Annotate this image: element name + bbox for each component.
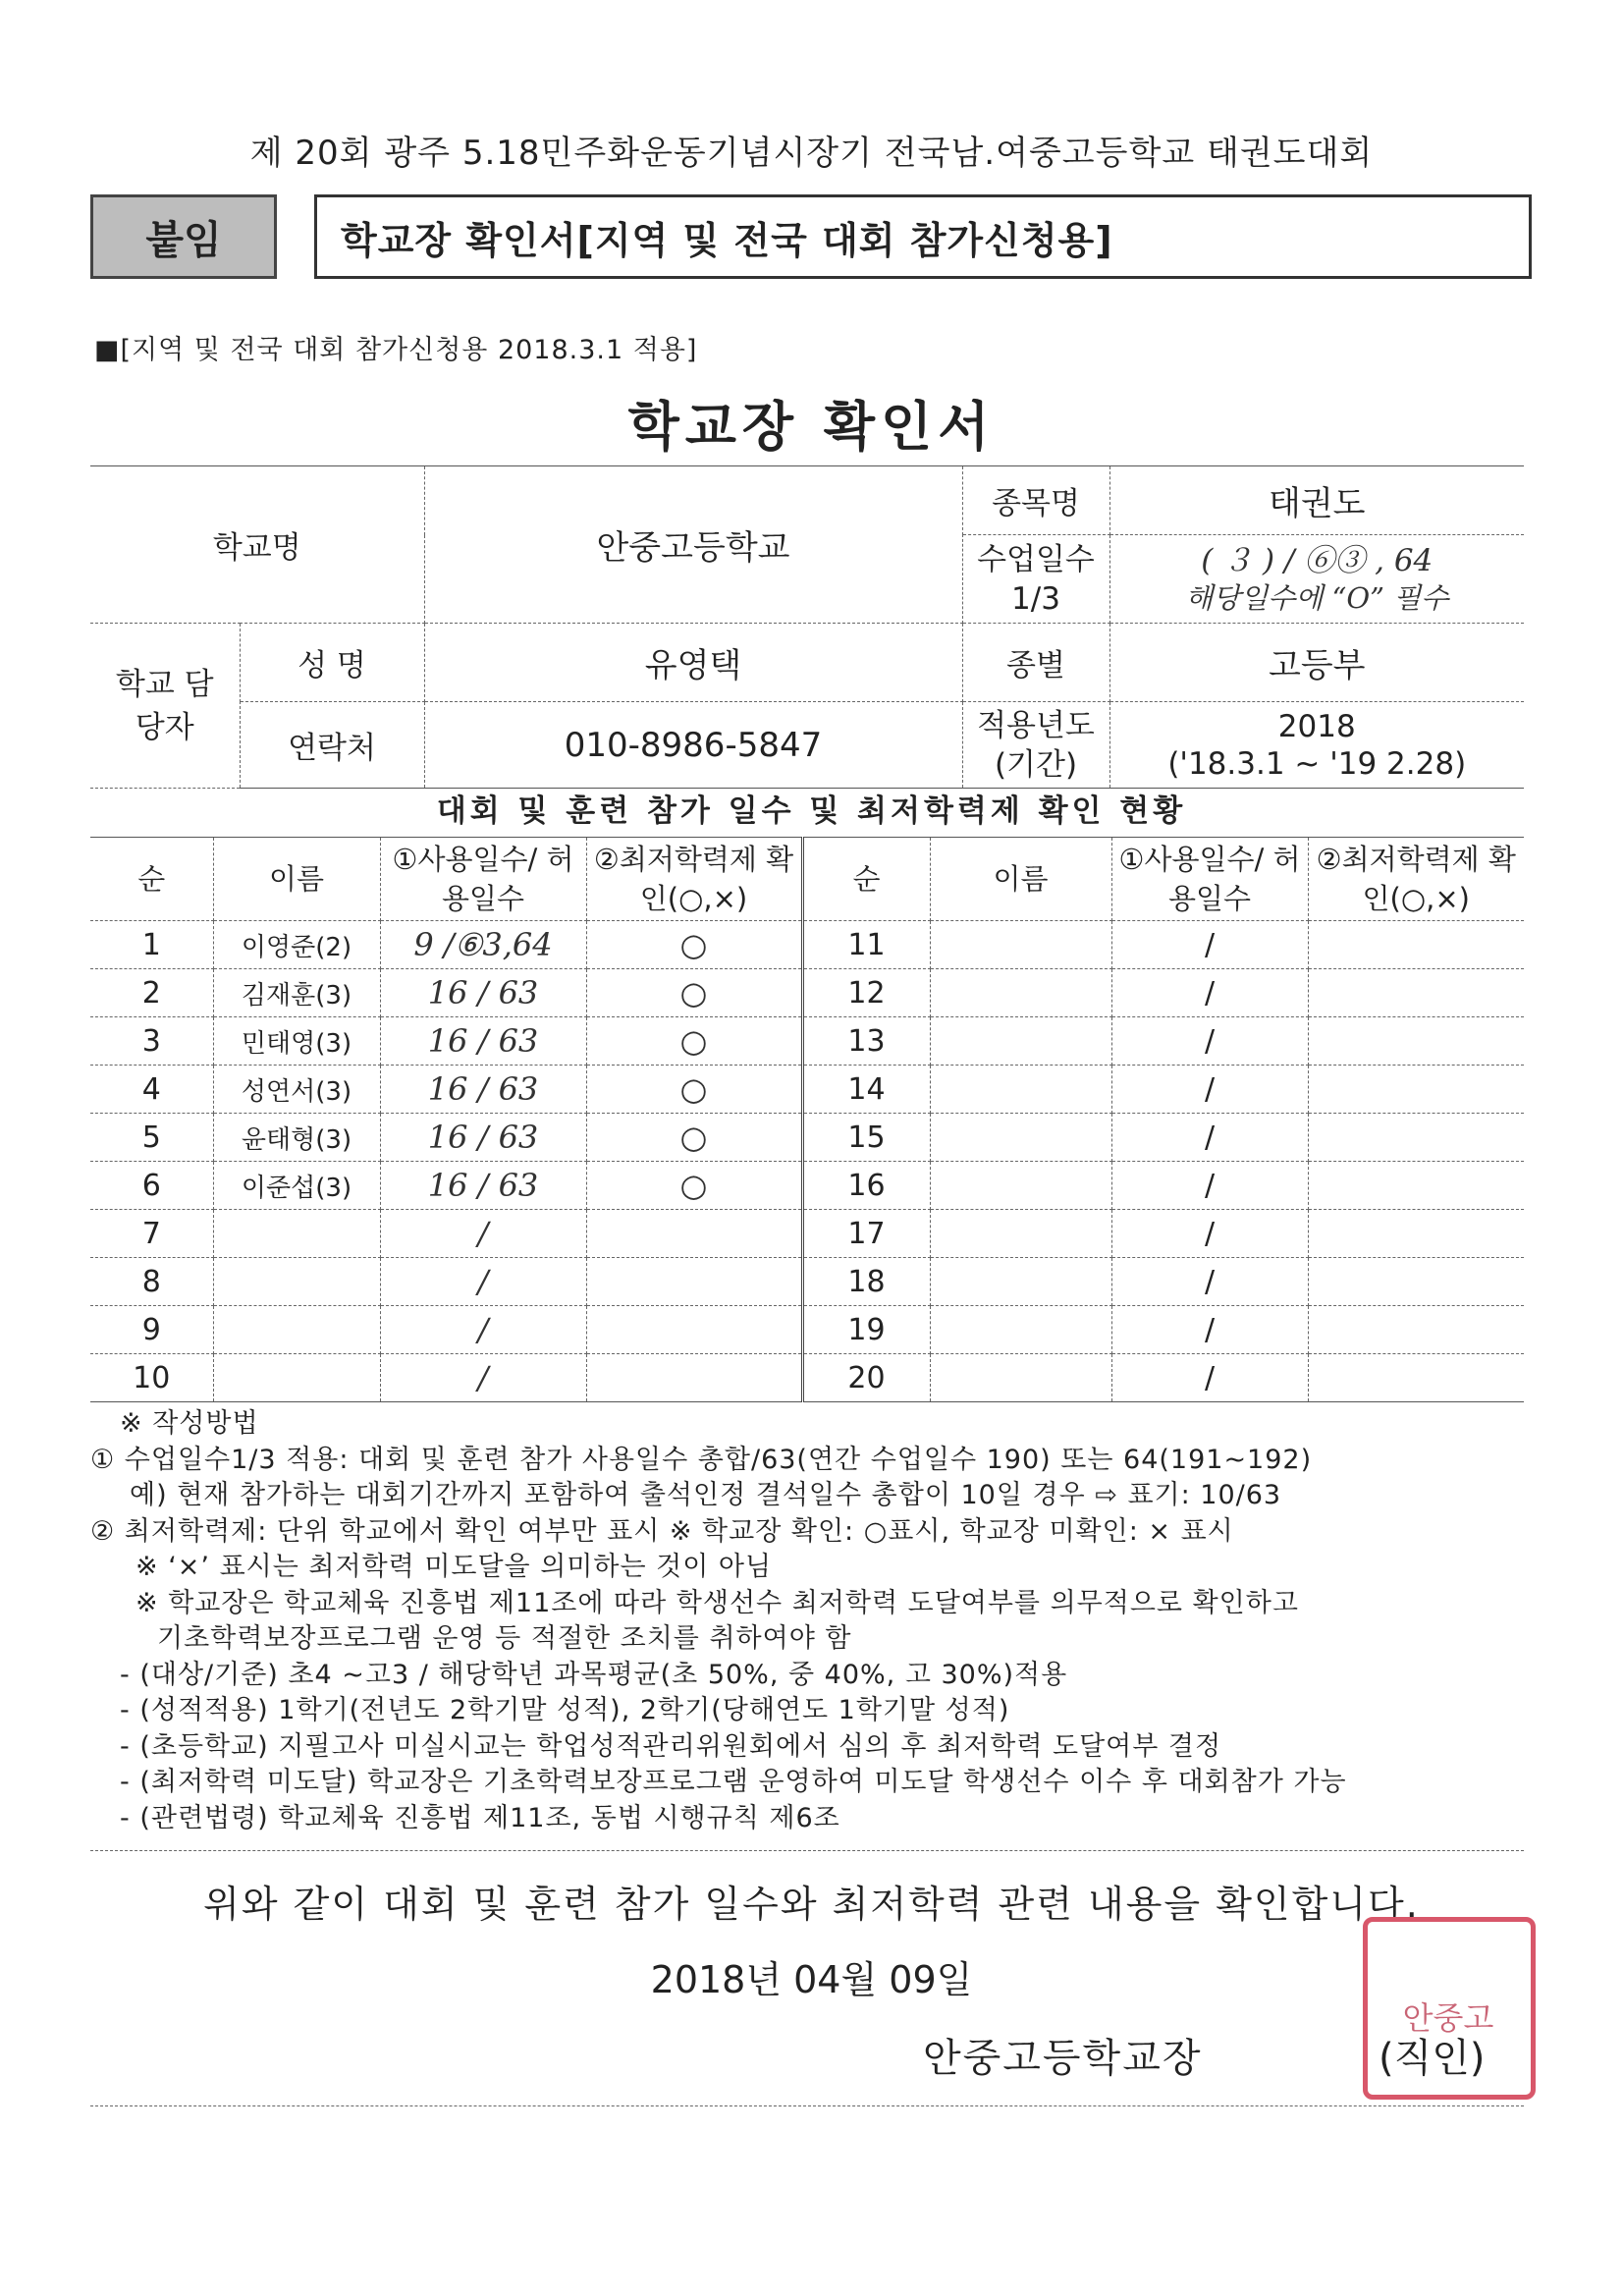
row-days: 16 / 63 — [380, 1114, 586, 1162]
division-value: 고등부 — [1109, 624, 1524, 702]
status-row — [90, 1210, 1524, 1258]
status-row — [90, 921, 1524, 969]
header-no: 순 — [90, 838, 213, 921]
row-no: 9 — [90, 1306, 213, 1354]
row-name — [213, 1306, 380, 1354]
row-days: / — [380, 1258, 586, 1306]
year-label: 적용년도 (기간) — [962, 702, 1109, 789]
row-days-2: / — [1111, 1066, 1308, 1114]
row-no: 10 — [90, 1354, 213, 1402]
row-name-2 — [930, 1306, 1111, 1354]
applicability-notice: ■[지역 및 전국 대회 참가신청용 2018.3.1 적용] — [94, 335, 698, 365]
row-check — [586, 1306, 802, 1354]
header-check: ②최저학력제 확인(○,×) — [586, 838, 802, 921]
row-name — [213, 1210, 380, 1258]
year-cell — [1109, 702, 1524, 789]
row-days-2: / — [1111, 1162, 1308, 1210]
class-days-note: 해당일수에 “O” 필수 — [1185, 580, 1449, 615]
row-check — [586, 1258, 802, 1306]
row-no-2: 20 — [802, 1354, 930, 1402]
method-line: - (성적적용) 1학기(전년도 2학기말 성적), 2학기(당해연도 1학기말 성적) — [120, 1695, 1010, 1725]
row-name-2 — [930, 1354, 1111, 1402]
status-row — [90, 969, 1524, 1017]
method-line: - (대상/기준) 초4 ~고3 / 해당학년 과목평균(초 50%, 중 40%, 고 30%)적용 — [120, 1659, 1068, 1690]
divider — [90, 2105, 1524, 2106]
school-info-table — [90, 465, 1524, 789]
status-row — [90, 1017, 1524, 1066]
row-name: 이준섭(3) — [213, 1162, 380, 1210]
row-no-2: 18 — [802, 1258, 930, 1306]
status-row — [90, 1306, 1524, 1354]
row-days-2: / — [1111, 1306, 1308, 1354]
contact-label: 연락처 — [240, 702, 424, 789]
row-days: 9 /⑥3,64 — [380, 921, 586, 969]
writing-method — [90, 1406, 1543, 1836]
row-no: 3 — [90, 1017, 213, 1066]
row-check: ○ — [586, 1114, 802, 1162]
row-name — [213, 1354, 380, 1402]
status-row — [90, 1258, 1524, 1306]
row-days-2: / — [1111, 921, 1308, 969]
divider — [90, 1850, 1524, 1851]
row-name-2 — [930, 921, 1111, 969]
header-name: 이름 — [213, 838, 380, 921]
row-no-2: 12 — [802, 969, 930, 1017]
event-value: 태권도 — [1109, 466, 1524, 535]
row-check-2 — [1308, 1210, 1524, 1258]
row-check: ○ — [586, 921, 802, 969]
row-name-2 — [930, 1114, 1111, 1162]
row-name-2 — [930, 1066, 1111, 1114]
year-period: ('18.3.1 ~ '19 2.28) — [1167, 745, 1467, 782]
header-no-2: 순 — [802, 838, 930, 921]
method-line: ※ 학교장은 학교체육 진흥법 제11조에 따라 학생선수 최저학력 도달여부를 의무적으로 확인하고 — [135, 1587, 1299, 1618]
header-days-2: ①사용일수/ 허용일수 — [1111, 838, 1308, 921]
method-line: 기초학력보장프로그램 운영 등 적절한 조치를 취하여야 함 — [157, 1623, 852, 1654]
class-days-cell — [1109, 535, 1524, 624]
header-check-2: ②최저학력제 확인(○,×) — [1308, 838, 1524, 921]
status-row — [90, 1354, 1524, 1402]
status-table — [90, 837, 1524, 1402]
header-name-2: 이름 — [930, 838, 1111, 921]
main-title: 학교장 확인서 — [627, 396, 996, 458]
row-days-2: / — [1111, 1354, 1308, 1402]
row-no: 8 — [90, 1258, 213, 1306]
attach-label: 붙임 — [90, 194, 277, 279]
row-no: 5 — [90, 1114, 213, 1162]
status-header-row — [90, 838, 1524, 921]
row-no-2: 11 — [802, 921, 930, 969]
row-no-2: 14 — [802, 1066, 930, 1114]
row-name: 이영준(2) — [213, 921, 380, 969]
row-no: 4 — [90, 1066, 213, 1114]
class-days-label: 수업일수 1/3 — [962, 535, 1109, 624]
row-name-2 — [930, 1258, 1111, 1306]
row-days: / — [380, 1210, 586, 1258]
row-days: 16 / 63 — [380, 969, 586, 1017]
method-line: 예) 현재 참가하는 대회기간까지 포함하여 출석인정 결석일수 총합이 10일 경우 ⇨ 표기: 10/63 — [130, 1480, 1282, 1510]
row-days: 16 / 63 — [380, 1066, 586, 1114]
row-name-2 — [930, 1017, 1111, 1066]
row-check: ○ — [586, 969, 802, 1017]
contact-value: 010-8986-5847 — [424, 702, 962, 789]
event-label: 종목명 — [962, 466, 1109, 535]
name-value: 유영택 — [424, 624, 962, 702]
row-days-2: / — [1111, 1017, 1308, 1066]
row-check-2 — [1308, 1017, 1524, 1066]
row-check-2 — [1308, 1354, 1524, 1402]
row-check — [586, 1210, 802, 1258]
doc-title-box: 학교장 확인서[지역 및 전국 대회 참가신청용] — [314, 194, 1532, 279]
row-name-2 — [930, 1210, 1111, 1258]
school-name-value: 안중고등학교 — [424, 466, 962, 624]
row-check-2 — [1308, 921, 1524, 969]
row-days-2: / — [1111, 1114, 1308, 1162]
event-title: 제 20회 광주 5.18민주화운동기념시장기 전국남.여중고등학교 태권도대회 — [249, 134, 1374, 173]
row-no: 7 — [90, 1210, 213, 1258]
method-title: ※ 작성방법 — [120, 1408, 259, 1439]
division-label: 종별 — [962, 624, 1109, 702]
row-no-2: 16 — [802, 1162, 930, 1210]
method-line: - (초등학교) 지필고사 미실시교는 학업성적관리위원회에서 심의 후 최저학력 도달여부 결정 — [120, 1730, 1222, 1762]
row-no-2: 13 — [802, 1017, 930, 1066]
row-days-2: / — [1111, 1258, 1308, 1306]
row-no-2: 19 — [802, 1306, 930, 1354]
row-days-2: / — [1111, 1210, 1308, 1258]
method-line: - (최저학력 미도달) 학교장은 기초학력보장프로그램 운영하여 미도달 학생선수 이수 후 대회참가 가능 — [120, 1767, 1347, 1797]
row-days: / — [380, 1354, 586, 1402]
status-row — [90, 1066, 1524, 1114]
row-name-2 — [930, 969, 1111, 1017]
row-check: ○ — [586, 1066, 802, 1114]
row-check-2 — [1308, 1258, 1524, 1306]
row-check-2 — [1308, 1306, 1524, 1354]
confirm-date: 2018년 04월 09일 — [650, 1958, 973, 2001]
row-check-2 — [1308, 1066, 1524, 1114]
row-check-2 — [1308, 1114, 1524, 1162]
row-name: 민태영(3) — [213, 1017, 380, 1066]
row-no-2: 17 — [802, 1210, 930, 1258]
row-check-2 — [1308, 1162, 1524, 1210]
row-days-2: / — [1111, 969, 1308, 1017]
row-no-2: 15 — [802, 1114, 930, 1162]
status-title: 대회 및 훈련 참가 일수 및 최저학력제 확인 현황 — [436, 793, 1187, 829]
row-name: 윤태형(3) — [213, 1114, 380, 1162]
row-no: 2 — [90, 969, 213, 1017]
seal-mark: (직인) — [1379, 2036, 1486, 2081]
row-check: ○ — [586, 1017, 802, 1066]
seal-lettering: 안중고 — [1402, 1999, 1494, 2037]
row-days: 16 / 63 — [380, 1162, 586, 1210]
row-check: ○ — [586, 1162, 802, 1210]
method-line: - (관련법령) 학교체육 진흥법 제11조, 동법 시행규칙 제6조 — [120, 1802, 840, 1833]
row-no: 6 — [90, 1162, 213, 1210]
method-line: ※ ‘×’ 표시는 최저학력 미도달을 의미하는 것이 아님 — [135, 1552, 773, 1582]
row-days: 16 / 63 — [380, 1017, 586, 1066]
confirm-text: 위와 같이 대회 및 훈련 참가 일수와 최저학력 관련 내용을 확인합니다. — [203, 1883, 1420, 1926]
status-row — [90, 1114, 1524, 1162]
row-name — [213, 1258, 380, 1306]
year-value: 2018 — [1277, 708, 1356, 744]
row-check-2 — [1308, 969, 1524, 1017]
signer-name: 안중고등학교장 — [923, 2036, 1203, 2081]
method-line: ② 최저학력제: 단위 학교에서 확인 여부만 표시 ※ 학교장 확인: ○표시, 학교장 미확인: × 표시 — [90, 1515, 1234, 1547]
row-name-2 — [930, 1162, 1111, 1210]
name-label: 성 명 — [240, 624, 424, 702]
header-days: ①사용일수/ 허용일수 — [380, 838, 586, 921]
row-check — [586, 1354, 802, 1402]
class-days-value: ( ３ ) / ⑥③ , 64 — [1201, 542, 1434, 578]
school-name-label: 학교명 — [90, 466, 424, 624]
row-name: 성연서(3) — [213, 1066, 380, 1114]
method-line: ① 수업일수1/3 적용: 대회 및 훈련 참가 사용일수 총합/63(연간 수업일수 190) 또는 64(191~192) — [90, 1444, 1313, 1475]
row-days: / — [380, 1306, 586, 1354]
manager-label: 학교 담당자 — [90, 624, 240, 789]
row-no: 1 — [90, 921, 213, 969]
status-row — [90, 1162, 1524, 1210]
row-name: 김재훈(3) — [213, 969, 380, 1017]
